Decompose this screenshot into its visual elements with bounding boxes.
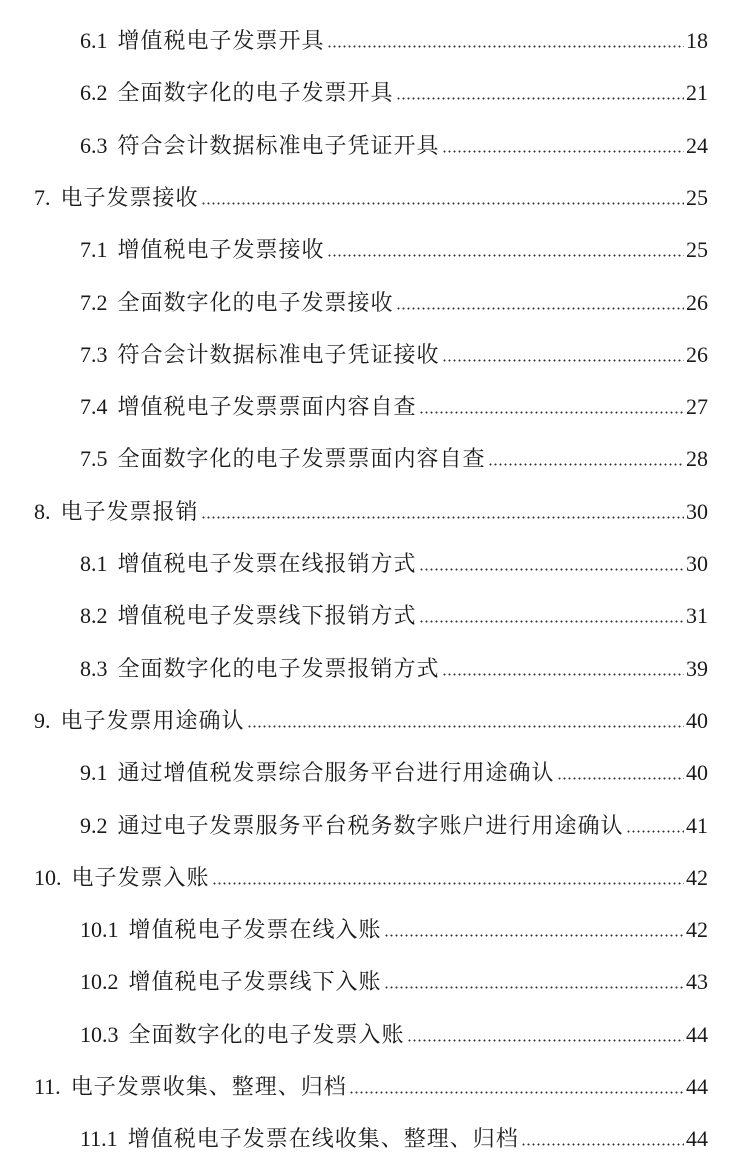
dot-leader bbox=[442, 150, 684, 153]
toc-entry-title: 通过增值税发票综合服务平台进行用途确认 bbox=[117, 760, 555, 786]
toc-entry-page: 41 bbox=[686, 812, 708, 838]
toc-entry[interactable] bbox=[80, 1020, 708, 1050]
toc-entry-number: 6.2 bbox=[80, 80, 108, 106]
dot-leader bbox=[212, 882, 684, 885]
toc-entry[interactable] bbox=[80, 288, 708, 318]
toc-entry[interactable] bbox=[34, 497, 708, 527]
toc-entry-title: 全面数字化的电子发票开具 bbox=[117, 80, 394, 106]
toc-entry-title: 全面数字化的电子发票报销方式 bbox=[117, 655, 440, 681]
dot-leader bbox=[442, 359, 684, 362]
toc-entry-title: 增值税电子发票线下报销方式 bbox=[117, 603, 417, 629]
toc-entry[interactable] bbox=[80, 444, 708, 474]
dot-leader bbox=[488, 463, 684, 466]
toc-entry-page: 40 bbox=[686, 707, 708, 733]
toc-entry-title: 电子发票接收 bbox=[60, 184, 199, 210]
toc-entry-title: 符合会计数据标准电子凭证接收 bbox=[117, 341, 440, 367]
toc-entry[interactable] bbox=[80, 235, 708, 265]
toc-entry-number: 7. bbox=[34, 184, 51, 210]
dot-leader bbox=[419, 411, 684, 414]
toc-entry-page: 43 bbox=[686, 969, 708, 995]
toc-entry-page: 24 bbox=[686, 132, 708, 158]
dot-leader bbox=[396, 307, 684, 310]
toc-entry[interactable] bbox=[80, 758, 708, 788]
toc-entry-number: 7.1 bbox=[80, 237, 108, 263]
toc-entry[interactable] bbox=[80, 340, 708, 370]
toc-entry-number: 11.1 bbox=[80, 1126, 118, 1152]
toc-entry-page: 30 bbox=[686, 551, 708, 576]
toc-entry-number: 10. bbox=[34, 864, 62, 890]
toc-entry-page: 18 bbox=[686, 28, 708, 53]
toc-entry[interactable] bbox=[80, 1124, 708, 1154]
toc-entry-number: 8.1 bbox=[80, 551, 108, 576]
toc-entry-page: 25 bbox=[686, 237, 708, 263]
toc-entry[interactable] bbox=[80, 26, 708, 56]
dot-leader bbox=[201, 516, 684, 519]
toc-entry-number: 8. bbox=[34, 498, 51, 524]
toc-entry-title: 电子发票用途确认 bbox=[60, 707, 245, 733]
toc-entry[interactable] bbox=[80, 654, 708, 684]
toc-entry-page: 39 bbox=[686, 655, 708, 681]
toc-entry-page: 42 bbox=[686, 917, 708, 943]
toc-entry-title: 电子发票入账 bbox=[71, 864, 210, 890]
toc-entry[interactable] bbox=[80, 601, 708, 631]
dot-leader bbox=[327, 254, 684, 257]
toc-entry-title: 全面数字化的电子发票接收 bbox=[117, 289, 394, 315]
toc-entry-title: 增值税电子发票开具 bbox=[117, 28, 325, 53]
toc-entry-page: 30 bbox=[686, 498, 708, 524]
toc-entry[interactable] bbox=[80, 549, 708, 579]
toc-entry-title: 符合会计数据标准电子凭证开具 bbox=[117, 132, 440, 158]
toc-entry-number: 6.1 bbox=[80, 28, 108, 53]
toc-entry-page: 31 bbox=[686, 603, 708, 629]
toc-entry-number: 8.3 bbox=[80, 655, 108, 681]
dot-leader bbox=[396, 97, 684, 100]
toc-entry-title: 通过电子发票服务平台税务数字账户进行用途确认 bbox=[117, 812, 624, 838]
toc-entry-number: 6.3 bbox=[80, 132, 108, 158]
toc-entry-title: 增值税电子发票接收 bbox=[117, 237, 325, 263]
toc-entry-number: 10.1 bbox=[80, 917, 119, 943]
dot-leader bbox=[384, 934, 684, 937]
toc-entry-number: 7.4 bbox=[80, 394, 108, 420]
toc-entry-number: 9. bbox=[34, 707, 51, 733]
toc-entry-title: 电子发票收集、整理、归档 bbox=[70, 1074, 347, 1099]
toc-entry[interactable] bbox=[80, 915, 708, 945]
toc-entry-title: 增值税电子发票在线收集、整理、归档 bbox=[127, 1126, 519, 1152]
toc-entry-number: 9.2 bbox=[80, 812, 108, 838]
toc-entry-title: 增值税电子发票票面内容自查 bbox=[117, 394, 417, 420]
toc-entry-title: 全面数字化的电子发票入账 bbox=[128, 1021, 405, 1047]
toc-entry[interactable] bbox=[80, 78, 708, 108]
toc-entry-number: 7.2 bbox=[80, 289, 108, 315]
toc-entry-number: 9.1 bbox=[80, 760, 108, 786]
dot-leader bbox=[557, 777, 684, 780]
toc-entry-number: 11. bbox=[34, 1074, 61, 1099]
toc-entry-page: 44 bbox=[686, 1074, 708, 1099]
toc-entry-page: 25 bbox=[686, 184, 708, 210]
toc-entry-page: 44 bbox=[686, 1021, 708, 1047]
toc-entry[interactable] bbox=[80, 131, 708, 161]
toc-entry[interactable] bbox=[34, 863, 708, 893]
toc-entry-title: 增值税电子发票在线报销方式 bbox=[117, 551, 417, 576]
dot-leader bbox=[442, 673, 684, 676]
toc-entry-page: 28 bbox=[686, 446, 708, 472]
toc-entry-page: 26 bbox=[686, 341, 708, 367]
toc-entry-number: 10.3 bbox=[80, 1021, 119, 1047]
toc-entry-title: 电子发票报销 bbox=[60, 498, 199, 524]
dot-leader bbox=[247, 725, 684, 728]
toc-entry-number: 8.2 bbox=[80, 603, 108, 629]
dot-leader bbox=[349, 1091, 684, 1094]
toc-entry[interactable] bbox=[34, 1072, 708, 1102]
dot-leader bbox=[407, 1039, 684, 1042]
dot-leader bbox=[384, 986, 684, 989]
toc-entry[interactable] bbox=[80, 392, 708, 422]
dot-leader bbox=[327, 45, 684, 48]
toc-entry-number: 10.2 bbox=[80, 969, 119, 995]
toc-entry[interactable] bbox=[34, 183, 708, 213]
toc-entry[interactable] bbox=[80, 811, 708, 841]
dot-leader bbox=[419, 568, 684, 571]
toc-entry-title: 增值税电子发票线下入账 bbox=[128, 969, 382, 995]
dot-leader bbox=[521, 1143, 684, 1146]
toc-entry-page: 26 bbox=[686, 289, 708, 315]
toc-entry[interactable] bbox=[34, 706, 708, 736]
dot-leader bbox=[201, 202, 684, 205]
toc-entry-page: 42 bbox=[686, 864, 708, 890]
toc-entry-title: 增值税电子发票在线入账 bbox=[128, 917, 382, 943]
toc-entry-page: 44 bbox=[686, 1126, 708, 1152]
dot-leader bbox=[626, 830, 684, 833]
toc-entry-number: 7.5 bbox=[80, 446, 108, 472]
toc-entry-title: 全面数字化的电子发票票面内容自查 bbox=[117, 446, 486, 472]
toc-entry-number: 7.3 bbox=[80, 341, 108, 367]
toc-entry[interactable] bbox=[80, 967, 708, 997]
toc-entry-page: 27 bbox=[686, 394, 708, 420]
toc-entry-page: 21 bbox=[686, 80, 708, 106]
dot-leader bbox=[419, 620, 684, 623]
toc-entry-page: 40 bbox=[686, 760, 708, 786]
